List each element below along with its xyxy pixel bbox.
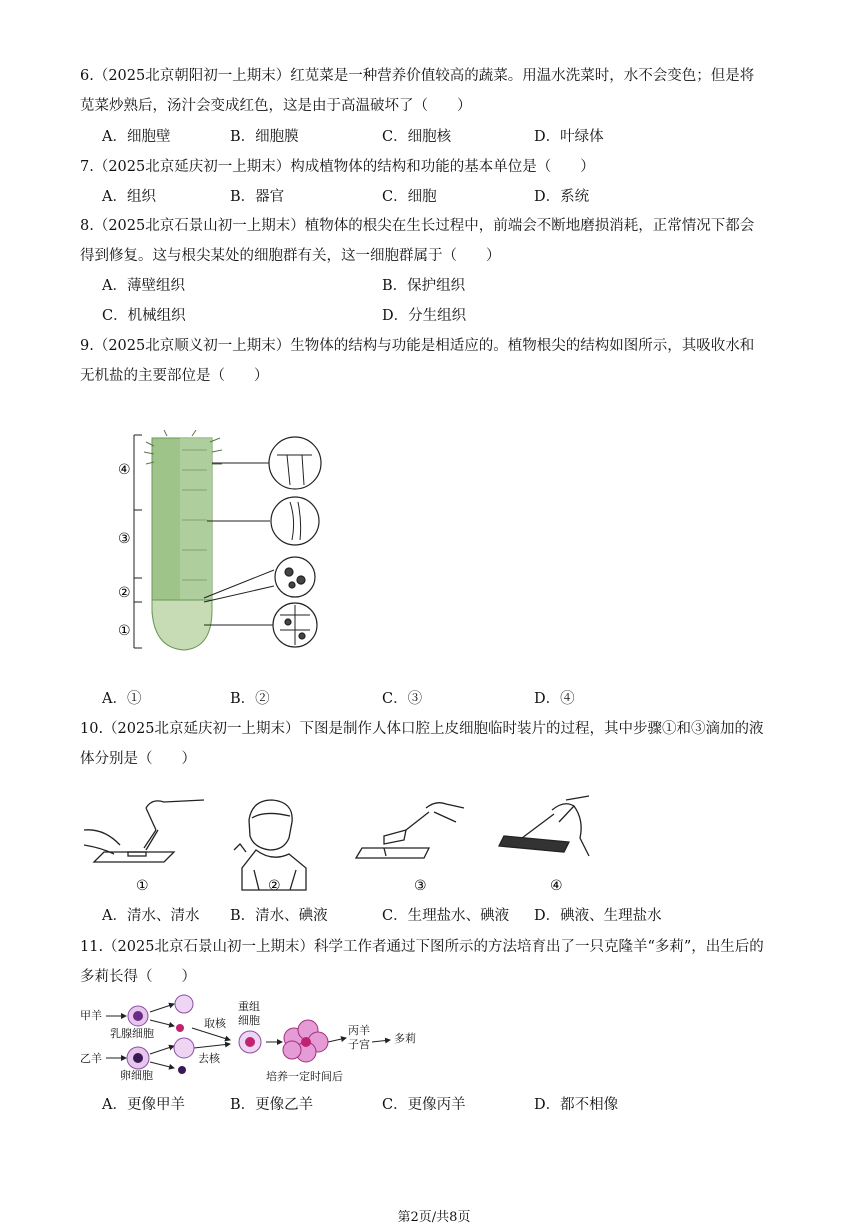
label-dolly: 多莉 <box>394 1032 416 1045</box>
magnified-cells <box>269 437 321 647</box>
q8-option-b[interactable]: B．保护组织 <box>382 278 466 294</box>
cell-illustrations <box>127 995 328 1074</box>
q11-option-d[interactable]: D．都不相像 <box>534 1097 619 1113</box>
step-label-3: ③ <box>414 878 427 894</box>
q8-option-a[interactable]: A．薄壁组织 <box>102 278 185 294</box>
q6-option-b[interactable]: B．细胞膜 <box>230 129 299 145</box>
q6-option-a[interactable]: A．细胞壁 <box>102 129 171 145</box>
step-4-illustration <box>499 796 589 856</box>
root-label-2: ② <box>118 585 131 601</box>
label-recombined-2: 细胞 <box>238 1014 260 1027</box>
q9-option-b[interactable]: B．② <box>230 691 270 707</box>
label-sheep-b: 乙羊 <box>80 1052 102 1065</box>
q6-line-2: 苋菜炒熟后，汤汁会变成红色，这是由于高温破坏了（ ） <box>80 98 472 114</box>
label-culture: 培养一定时间后 <box>266 1070 343 1083</box>
q10-line-2: 体分别是（ ） <box>80 751 196 767</box>
q10-option-b[interactable]: B．清水、碘液 <box>230 908 328 924</box>
label-take-nucleus: 取核 <box>204 1017 226 1030</box>
step-3-illustration <box>356 803 464 858</box>
q6-option-d[interactable]: D．叶绿体 <box>534 129 604 145</box>
step-label-2: ② <box>268 878 281 894</box>
root-label-1: ① <box>118 623 131 639</box>
label-mammary-cell: 乳腺细胞 <box>110 1027 154 1040</box>
q11-line-1: 11.（2025北京石景山初一上期末）科学工作者通过下图所示的方法培育出了一只克隆羊“多莉”，出生后的 <box>80 939 764 955</box>
q9-line-1: 9.（2025北京顺义初一上期末）生物体的结构与功能是相适应的。植物根尖的结构如图所示，其吸收水和 <box>80 338 755 354</box>
q10-line-1: 10.（2025北京延庆初一上期末）下图是制作人体口腔上皮细胞临时装片的过程，其中步骤①和③滴加的液 <box>80 721 764 737</box>
q9-option-a[interactable]: A．① <box>102 691 142 707</box>
step-2-illustration <box>234 800 306 890</box>
page-footer: 第2页/共8页 <box>397 1210 471 1225</box>
root-label-4: ④ <box>118 462 131 478</box>
label-uterus-2: 子宫 <box>348 1038 370 1051</box>
root-tip-illustration <box>144 430 222 650</box>
q7-option-c[interactable]: C．细胞 <box>382 189 437 205</box>
q7-line-1: 7.（2025北京延庆初一上期末）构成植物体的结构和功能的基本单位是（ ） <box>80 159 595 175</box>
label-sheep-a: 甲羊 <box>80 1009 102 1022</box>
slide-procedure-figure <box>84 790 604 900</box>
q11-option-a[interactable]: A．更像甲羊 <box>102 1097 185 1113</box>
q9-option-d[interactable]: D．④ <box>534 691 575 707</box>
q7-option-a[interactable]: A．组织 <box>102 189 156 205</box>
q10-option-d[interactable]: D．碘液、生理盐水 <box>534 908 662 924</box>
step-1-illustration <box>84 800 204 862</box>
q10-option-c[interactable]: C．生理盐水、碘液 <box>382 908 510 924</box>
q8-option-c[interactable]: C．机械组织 <box>102 308 186 324</box>
q6-line-1: 6.（2025北京朝阳初一上期末）红苋菜是一种营养价值较高的蔬菜。用温水洗菜时，水不会变色；但是将 <box>80 68 755 84</box>
q11-option-c[interactable]: C．更像丙羊 <box>382 1097 466 1113</box>
q8-option-d[interactable]: D．分生组织 <box>382 308 467 324</box>
q10-option-a[interactable]: A．清水、清水 <box>102 908 200 924</box>
root-label-3: ③ <box>118 531 131 547</box>
label-uterus-1: 丙羊 <box>348 1024 370 1037</box>
q9-option-c[interactable]: C．③ <box>382 691 423 707</box>
q8-line-2: 得到修复。这与根尖某处的细胞群有关，这一细胞群属于（ ） <box>80 248 501 264</box>
cloning-diagram <box>80 994 430 1086</box>
q7-option-d[interactable]: D．系统 <box>534 189 590 205</box>
label-egg-cell: 卵细胞 <box>120 1069 153 1082</box>
step-label-1: ① <box>136 878 149 894</box>
q8-line-1: 8.（2025北京石景山初一上期末）植物体的根尖在生长过程中，前端会不断地磨损消耗，正常情况下都会 <box>80 218 755 234</box>
q6-option-c[interactable]: C．细胞核 <box>382 129 452 145</box>
q9-line-2: 无机盐的主要部位是（ ） <box>80 368 269 384</box>
step-label-4: ④ <box>550 878 563 894</box>
q11-line-2: 多莉长得（ ） <box>80 969 196 985</box>
label-recombined-1: 重组 <box>238 1000 260 1013</box>
q11-option-b[interactable]: B．更像乙羊 <box>230 1097 314 1113</box>
root-tip-figure <box>112 430 332 655</box>
q7-option-b[interactable]: B．器官 <box>230 189 285 205</box>
label-remove-nucleus: 去核 <box>198 1052 220 1065</box>
